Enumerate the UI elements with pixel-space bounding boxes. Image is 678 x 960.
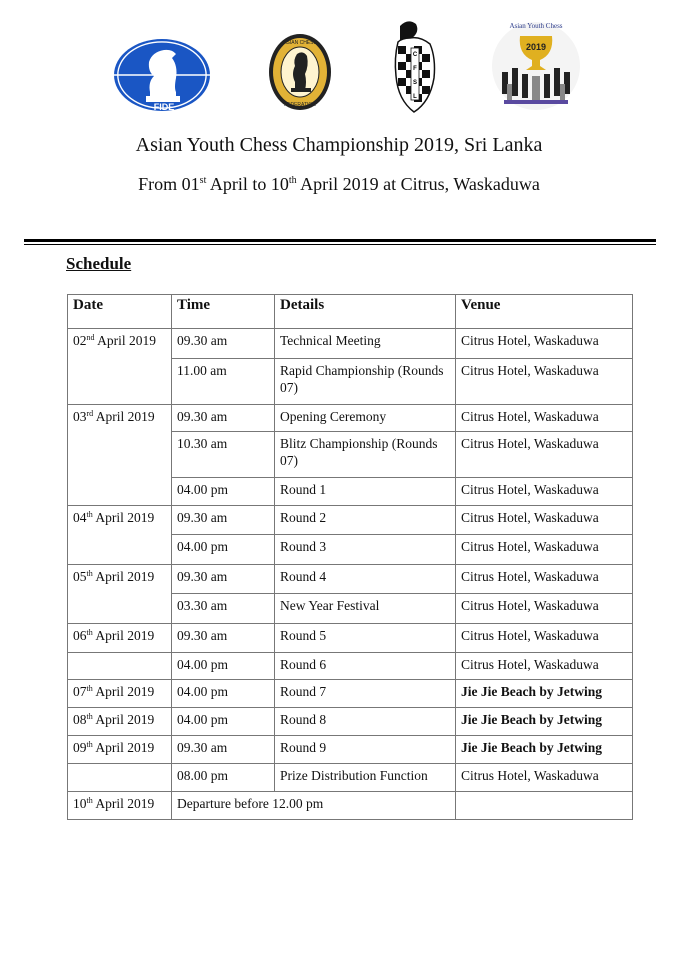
cfsl-logo [390, 18, 440, 116]
date-cell: 09th April 2019 [68, 736, 172, 764]
divider-thick [24, 239, 656, 242]
time-cell: 09.30 am [172, 329, 275, 359]
venue-cell: Citrus Hotel, Waskaduwa [456, 535, 633, 565]
header-date: Date [68, 295, 172, 329]
venue-cell: Citrus Hotel, Waskaduwa [456, 653, 633, 680]
svg-text:Asian Youth Chess: Asian Youth Chess [509, 22, 563, 30]
time-cell: 04.00 pm [172, 653, 275, 680]
venue-cell: Citrus Hotel, Waskaduwa [456, 329, 633, 359]
venue-cell: Citrus Hotel, Waskaduwa [456, 405, 633, 432]
time-cell: 09.30 am [172, 736, 275, 764]
header-details: Details [275, 295, 456, 329]
venue-cell [456, 792, 633, 820]
svg-text:2019: 2019 [525, 42, 547, 52]
time-cell: 10.30 am [172, 432, 275, 478]
table-header-row [68, 295, 633, 329]
table-row [68, 624, 633, 653]
details-cell: Round 1 [275, 478, 456, 506]
time-cell: 11.00 am [172, 359, 275, 405]
venue-cell: Citrus Hotel, Waskaduwa [456, 565, 633, 594]
acf-logo [267, 32, 333, 112]
venue-cell: Jie Jie Beach by Jetwing [456, 708, 633, 736]
venue-cell: Citrus Hotel, Waskaduwa [456, 624, 633, 653]
venue-cell: Citrus Hotel, Waskaduwa [456, 432, 633, 478]
date-cell: 04th April 2019 [68, 506, 172, 565]
table-row [68, 708, 633, 736]
table-row [68, 329, 633, 359]
schedule-heading: Schedule [66, 254, 132, 273]
divider-thin [24, 244, 656, 245]
date-cell: 10th April 2019 [68, 792, 172, 820]
header-time: Time [172, 295, 275, 329]
schedule-table [67, 294, 633, 820]
svg-text:F: F [413, 66, 417, 72]
venue-cell: Citrus Hotel, Waskaduwa [456, 594, 633, 624]
details-cell: Opening Ceremony [275, 405, 456, 432]
venue-cell: Jie Jie Beach by Jetwing [456, 736, 633, 764]
venue-cell: Citrus Hotel, Waskaduwa [456, 478, 633, 506]
date-cell: 07th April 2019 [68, 680, 172, 708]
details-cell: Round 6 [275, 653, 456, 680]
svg-text:FEDERATION: FEDERATION [284, 102, 316, 108]
time-cell: 03.30 am [172, 594, 275, 624]
time-cell: 04.00 pm [172, 708, 275, 736]
venue-cell: Citrus Hotel, Waskaduwa [456, 506, 633, 535]
details-cell: Blitz Championship (Rounds 07) [275, 432, 456, 478]
details-cell: Rapid Championship (Rounds 07) [275, 359, 456, 405]
svg-text:S: S [412, 80, 418, 86]
time-cell: 09.30 am [172, 405, 275, 432]
date-cell: 08th April 2019 [68, 708, 172, 736]
time-cell: 09.30 am [172, 624, 275, 653]
details-cell: Round 9 [275, 736, 456, 764]
table-row [68, 680, 633, 708]
table-row [68, 653, 633, 680]
svg-text:FIDE: FIDE [153, 102, 175, 112]
table-row [68, 792, 633, 820]
time-cell: 04.00 pm [172, 535, 275, 565]
svg-text:ASIAN CHESS: ASIAN CHESS [283, 40, 317, 46]
logo-row [0, 14, 678, 114]
fide-logo [112, 36, 212, 114]
date-cell: 03rd April 2019 [68, 405, 172, 506]
date-cell-empty [68, 764, 172, 792]
venue-cell: Citrus Hotel, Waskaduwa [456, 764, 633, 792]
document-title: Asian Youth Chess Championship 2019, Sri Lanka [135, 134, 543, 156]
header-venue: Venue [456, 295, 633, 329]
departure-cell: Departure before 12.00 pm [172, 792, 456, 820]
details-cell: Prize Distribution Function [275, 764, 456, 792]
time-cell: 04.00 pm [172, 680, 275, 708]
details-cell: Round 3 [275, 535, 456, 565]
time-cell: 09.30 am [172, 506, 275, 535]
table-row [68, 764, 633, 792]
date-cell: 05th April 2019 [68, 565, 172, 624]
svg-text:L: L [413, 94, 417, 100]
details-cell: Round 5 [275, 624, 456, 653]
details-cell: New Year Festival [275, 594, 456, 624]
time-cell: 09.30 am [172, 565, 275, 594]
venue-cell: Jie Jie Beach by Jetwing [456, 680, 633, 708]
ayc-logo [490, 14, 582, 114]
details-cell: Round 7 [275, 680, 456, 708]
details-cell: Round 2 [275, 506, 456, 535]
date-cell-empty [68, 653, 172, 680]
time-cell: 08.00 pm [172, 764, 275, 792]
venue-cell: Citrus Hotel, Waskaduwa [456, 359, 633, 405]
svg-text:C: C [412, 52, 418, 58]
date-cell: 02nd April 2019 [68, 329, 172, 405]
table-row [68, 506, 633, 535]
details-cell: Round 4 [275, 565, 456, 594]
details-cell: Round 8 [275, 708, 456, 736]
table-row [68, 736, 633, 764]
table-row [68, 565, 633, 594]
document-subtitle: From 01st April to 10th April 2019 at Citrus, Waskaduwa [138, 174, 540, 194]
details-cell: Technical Meeting [275, 329, 456, 359]
time-cell: 04.00 pm [172, 478, 275, 506]
table-row [68, 405, 633, 432]
date-cell: 06th April 2019 [68, 624, 172, 653]
